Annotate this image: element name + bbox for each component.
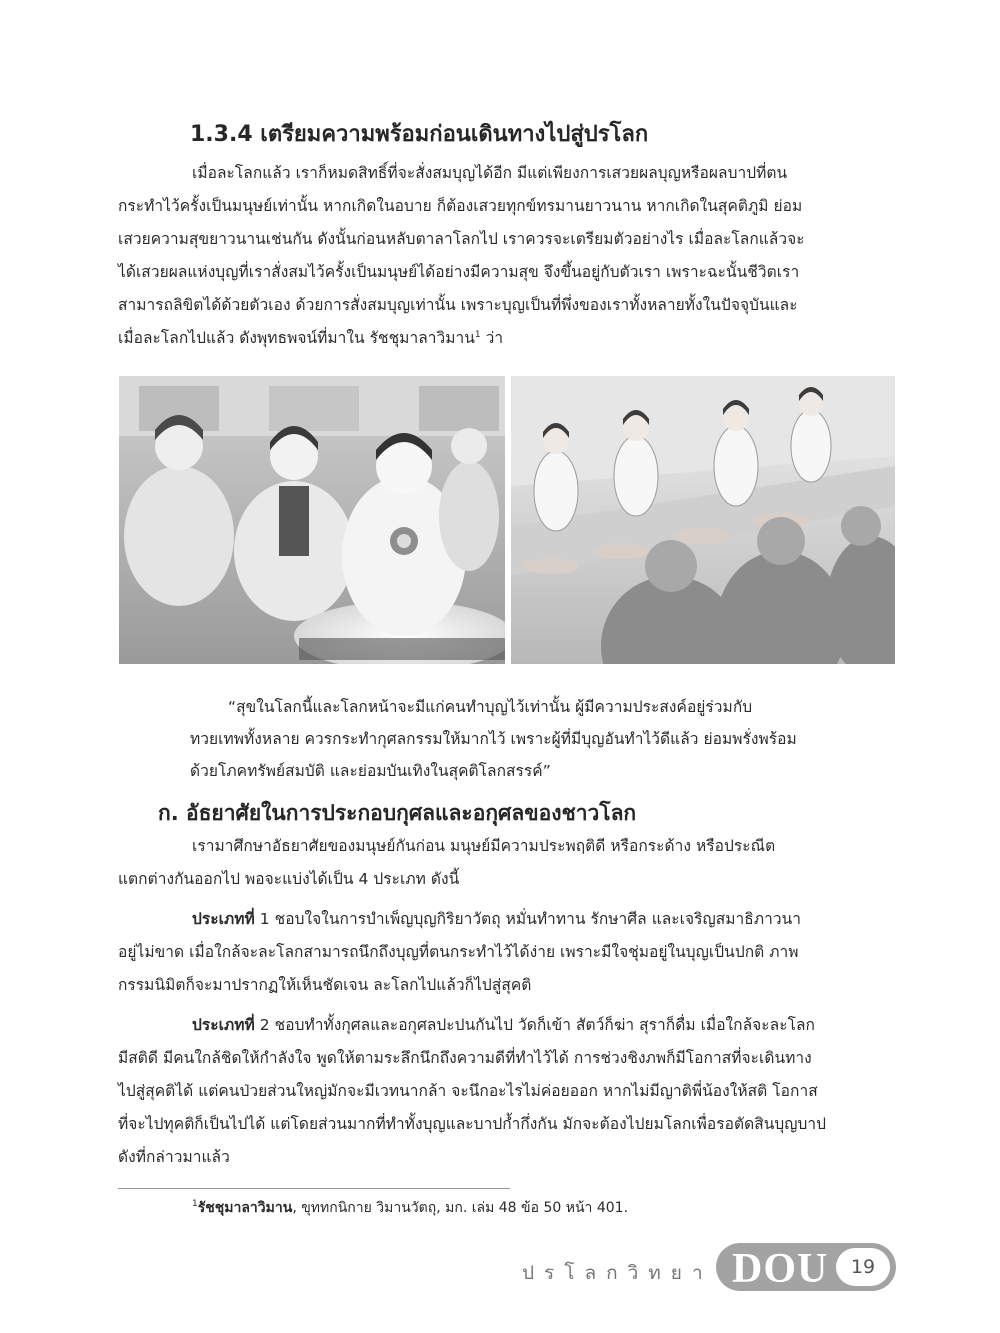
intro-line: สามารถลิขิตได้ด้วยตัวเอง ด้วยการสั่งสมบุญเท่านั้น เพราะบุญเป็นที่พึ่งของเราทั้งหลายทั้งในปัจจุบันและ xyxy=(118,296,798,314)
footnote-divider xyxy=(118,1188,510,1189)
type-1-line: อยู่ไม่ขาด เมื่อใกล้จะละโลกสามารถนึกถึงบุญที่ตนกระทำไว้ได้ง่าย เพราะมีใจชุ่มอยู่ในบุญเป็นปกติ ภาพ xyxy=(118,943,799,961)
subsection-line: เรามาศึกษาอัธยาศัยของมนุษย์กันก่อน มนุษย์มีความประพฤติดี หรือกระด้าง หรือประณีต xyxy=(192,837,776,855)
footnote-reference: 1 xyxy=(474,330,481,340)
quote-line: “สุขในโลกนี้และโลกหน้าจะมีแก่คนทำบุญไว้เท่านั้น ผู้มีความประสงค์อยู่ร่วมกับ xyxy=(228,698,753,716)
type-2-line: ดังที่กล่าวมาแล้ว xyxy=(118,1148,230,1166)
subsection-line: แตกต่างกันออกไป พอจะแบ่งได้เป็น 4 ประเภท ดังนี้ xyxy=(118,870,460,888)
type-number: 2 xyxy=(259,1016,270,1034)
type-1-line xyxy=(192,906,801,931)
type-text: ชอบใจในการบำเพ็ญบุญกิริยาวัตถุ หมั่นทำทาน รักษาศีล และเจริญสมาธิภาวนา xyxy=(269,910,801,928)
type-2-line xyxy=(192,1012,815,1037)
type-2-line: มีสติดี มีคนใกล้ชิดให้กำลังใจ พูดให้ตามระลึกนึกถึงความดีที่ทำไว้ได้ การช่วงชิงภพก็มีโอกาสที่จะเดินทาง xyxy=(118,1049,812,1067)
intro-line: ได้เสวยผลแห่งบุญที่เราสั่งสมไว้ครั้งเป็นมนุษย์ได้อย่างมีความสุข จึงขึ้นอยู่กับตัวเรา เพราะฉะนั้นชีวิตเรา xyxy=(118,263,800,281)
kneeling-illustration xyxy=(511,376,895,664)
footnote-mark: 1 xyxy=(192,1199,198,1209)
page-number: 19 xyxy=(836,1248,890,1286)
type-text: ชอบทำทั้งกุศลและอกุศลปะปนกันไป วัดก็เข้า สัตว์ก็ฆ่า สุราก็ดื่ม เมื่อใกล้จะละโลก xyxy=(269,1016,815,1034)
meditation-illustration xyxy=(119,376,505,664)
type-2-line: ที่จะไปทุคติก็เป็นไปได้ แต่โดยส่วนมากที่ทำทั้งบุญและบาปก้ำกึ่งกัน มักจะต้องไปยมโลกเพื่อรอตัดสินบุญบาป xyxy=(118,1115,827,1133)
quote-line: ด้วยโภคทรัพย์สมบัติ และย่อมบันเทิงในสุคติโลกสรรค์” xyxy=(190,762,551,780)
intro-line: เสวยความสุขยาวนานเช่นกัน ดังนั้นก่อนหลับตาลาโลกไป เราควรจะเตรียมตัวอย่างไร เมื่อละโลกแล้วจะ xyxy=(118,230,805,248)
type-1-line: กรรมนิมิตก็จะมาปรากฏให้เห็นชัดเจน ละโลกไปแล้วก็ไปสู่สุคติ xyxy=(118,976,532,994)
type-label: ประเภทที่ xyxy=(192,910,255,928)
running-footer-title: ปรโลกวิทยา xyxy=(522,1262,713,1284)
kneeling-figures-and-monks-image xyxy=(511,376,895,664)
footnote-text: , ขุททกนิกาย วิมานวัตถุ, มก. เล่ม 48 ข้อ 50 หน้า 401. xyxy=(292,1200,629,1216)
subsection-heading: ก. อัธยาศัยในการประกอบกุศลและอกุศลของชาวโลก xyxy=(158,801,637,825)
meditating-figures-image xyxy=(119,376,505,664)
section-heading: 1.3.4 เตรียมความพร้อมก่อนเดินทางไปสู่ปรโลก xyxy=(190,122,649,147)
publisher-logo: DOU xyxy=(732,1246,829,1292)
intro-line: กระทำไว้ครั้งเป็นมนุษย์เท่านั้น หากเกิดในอบาย ก็ต้องเสวยทุกข์ทรมานยาวนาน หากเกิดในสุคติภูมิ ย่อม xyxy=(118,197,803,215)
publisher-badge xyxy=(716,1243,896,1291)
type-2-line: ไปสู่สุคติได้ แต่คนป่วยส่วนใหญ่มักจะมีเวทนากล้า จะนึกอะไรไม่ค่อยออก หากไม่มีญาติพี่น้องให้สติ โอกาส xyxy=(118,1082,818,1100)
quote-line: ทวยเทพทั้งหลาย ควรกระทำกุศลกรรมให้มากไว้ เพราะผู้ที่มีบุญอันทำไว้ดีแล้ว ย่อมพรั่งพร้อม xyxy=(190,730,797,748)
footnote xyxy=(192,1197,628,1219)
type-number: 1 xyxy=(259,910,270,928)
type-label: ประเภทที่ xyxy=(192,1016,255,1034)
intro-line: เมื่อละโลกแล้ว เราก็หมดสิทธิ์ที่จะสั่งสมบุญได้อีก มีแต่เพียงการเสวยผลบุญหรือผลบาปที่ตน xyxy=(192,164,788,182)
intro-line-last xyxy=(118,325,503,350)
footnote-source-title: รัชชุมาลาวิมาน xyxy=(197,1200,293,1216)
intro-line-text: เมื่อละโลกไปแล้ว ดังพุทธพจน์ที่มาใน รัชชุมาลาวิมาน xyxy=(118,329,475,347)
intro-line-tail: ว่า xyxy=(480,329,504,347)
